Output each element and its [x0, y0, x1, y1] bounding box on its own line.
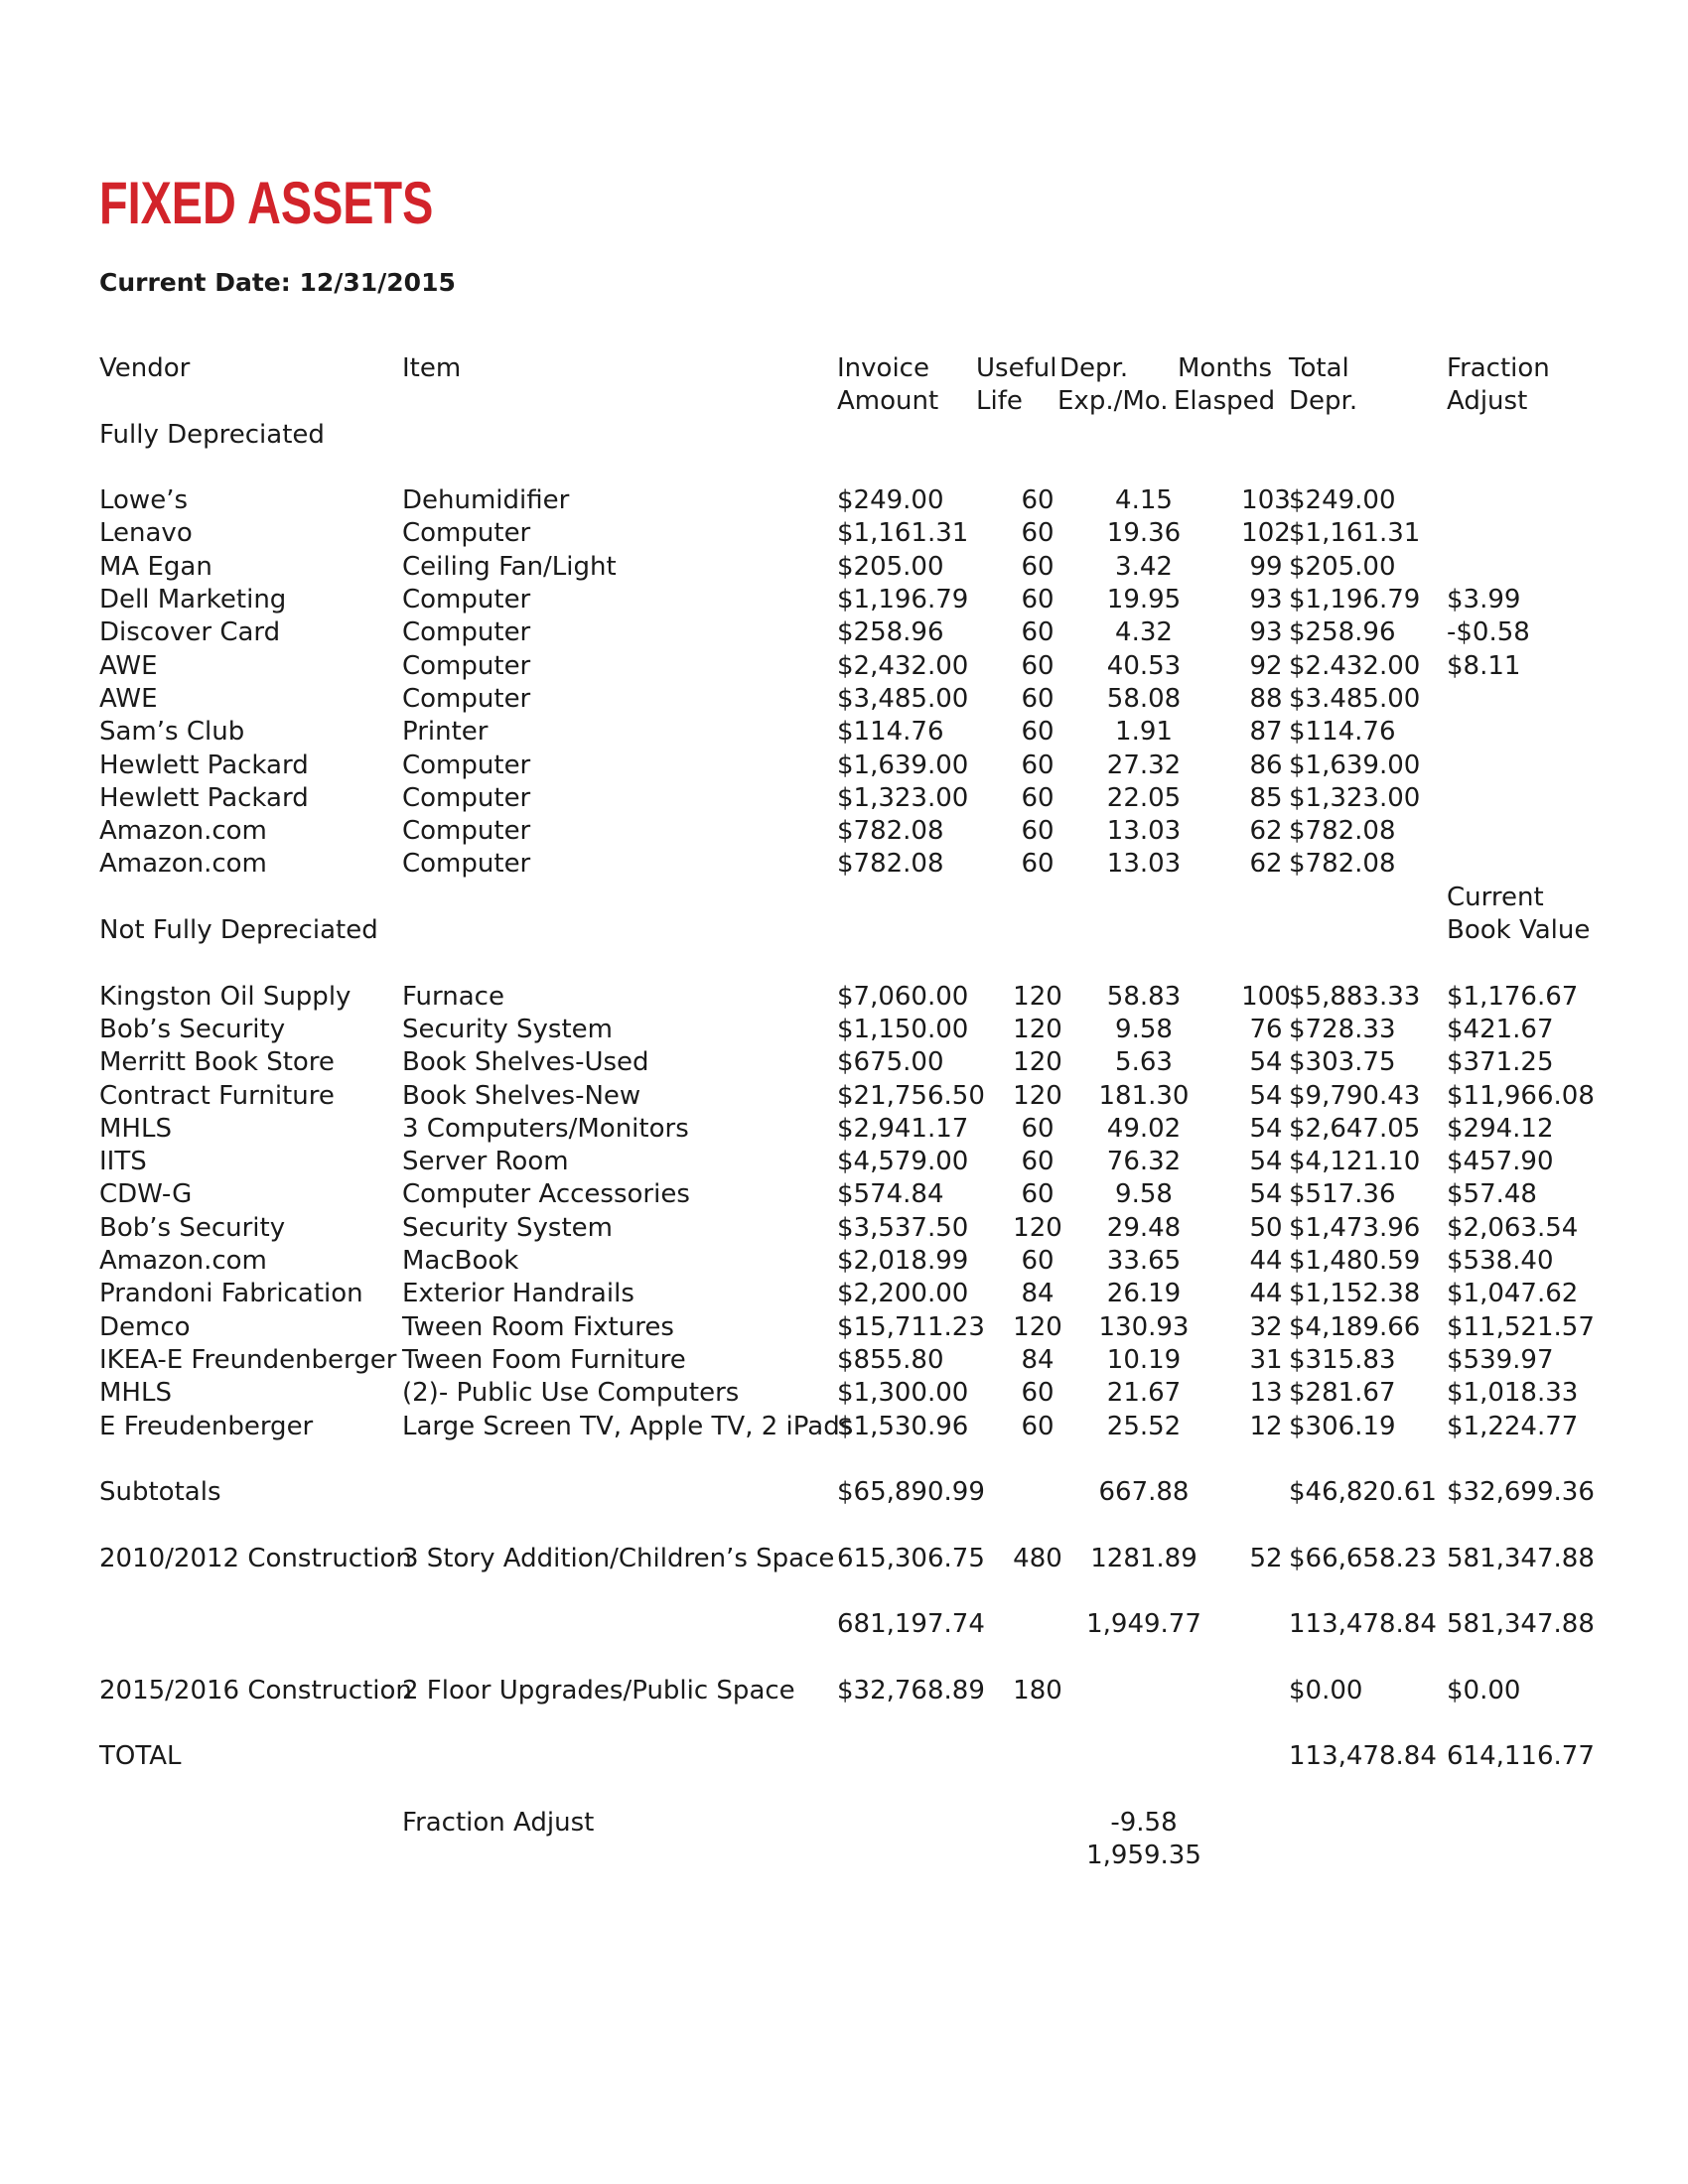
- cell-invoice: $1,150.00: [837, 1014, 969, 1044]
- section-fully-depreciated: Fully Depreciated: [99, 419, 325, 450]
- construction-2010-invoice: 615,306.75: [837, 1543, 985, 1573]
- cell-item: Computer: [402, 750, 531, 780]
- cell-total: $1,161.31: [1289, 518, 1421, 549]
- fixed-assets-table: [99, 352, 1609, 1873]
- cell-depr: 40.53: [1106, 650, 1182, 681]
- header-total: Total: [1289, 353, 1349, 383]
- cell-item: Security System: [402, 1014, 613, 1044]
- cell-vendor: Hewlett Packard: [99, 782, 309, 813]
- cell-item: Furnace: [402, 981, 504, 1012]
- header-book-value-1: Current: [1447, 882, 1544, 912]
- cell-depr: 22.05: [1106, 782, 1182, 813]
- table-row: [99, 1411, 1609, 1443]
- header-book-value-2: Book Value: [1447, 915, 1591, 946]
- cell-invoice: $7,060.00: [837, 981, 969, 1012]
- total-total: 113,478.84: [1289, 1741, 1437, 1772]
- table-row: [99, 1212, 1609, 1245]
- cell-total: $205.00: [1289, 551, 1396, 582]
- cell-depr: 4.15: [1115, 485, 1173, 516]
- spacer: [99, 1575, 1609, 1608]
- cell-vendor: MHLS: [99, 1113, 172, 1144]
- cell-item: Computer: [402, 617, 531, 648]
- cell-life: 60: [1021, 750, 1055, 780]
- construction-2010-total: $66,658.23: [1289, 1543, 1437, 1573]
- header-depr-2: Exp./Mo.: [1057, 386, 1169, 417]
- table-row: [99, 484, 1609, 517]
- table-row: [99, 848, 1609, 881]
- cell-depr: 13.03: [1106, 816, 1182, 847]
- cell-months: 54: [1249, 1080, 1283, 1111]
- cell-item: Server Room: [402, 1147, 569, 1177]
- cell-vendor: Hewlett Packard: [99, 750, 309, 780]
- cell-months: 85: [1249, 782, 1283, 813]
- fraction-adjust-label: Fraction Adjust: [402, 1808, 595, 1839]
- cell-life: 120: [1013, 1014, 1062, 1044]
- cell-item: Exterior Handrails: [402, 1279, 634, 1309]
- cell-vendor: Bob’s Security: [99, 1014, 286, 1044]
- cell-depr: 10.19: [1106, 1344, 1182, 1375]
- fraction-adjust-result-row: [99, 1840, 1609, 1872]
- cell-invoice: $3,537.50: [837, 1212, 969, 1243]
- table-row: [99, 1014, 1609, 1046]
- cell-depr: 3.42: [1115, 551, 1173, 582]
- cell-vendor: Amazon.com: [99, 1246, 267, 1277]
- cell-invoice: $21,756.50: [837, 1080, 985, 1111]
- header-fraction-2: Adjust: [1447, 386, 1528, 417]
- cell-invoice: $114.76: [837, 717, 944, 748]
- table-row: [99, 1278, 1609, 1310]
- cell-total: $315.83: [1289, 1344, 1396, 1375]
- cell-vendor: Sam’s Club: [99, 717, 245, 748]
- cell-life: 120: [1013, 1080, 1062, 1111]
- cell-life: 60: [1021, 1246, 1055, 1277]
- table-row: [99, 551, 1609, 584]
- header-row-2: [99, 385, 1609, 418]
- table-row: [99, 1080, 1609, 1113]
- cell-total: $9,790.43: [1289, 1080, 1421, 1111]
- header-months: Months: [1178, 353, 1273, 383]
- cell-invoice: $3,485.00: [837, 683, 969, 714]
- header-row: [99, 352, 1609, 385]
- cell-item: Printer: [402, 717, 489, 748]
- cell-months: 54: [1249, 1147, 1283, 1177]
- cell-life: 60: [1021, 1378, 1055, 1409]
- combined-total: 113,478.84: [1289, 1609, 1437, 1640]
- cell-depr: 19.95: [1106, 585, 1182, 615]
- cell-depr: 181.30: [1098, 1080, 1190, 1111]
- table-row: [99, 815, 1609, 848]
- cell-fraction: $421.67: [1447, 1014, 1554, 1044]
- subtotals-total: $46,820.61: [1289, 1477, 1437, 1508]
- cell-life: 120: [1013, 1311, 1062, 1342]
- cell-life: 84: [1021, 1344, 1055, 1375]
- table-row: [99, 584, 1609, 616]
- header-invoice-2: Amount: [837, 386, 939, 417]
- construction-2010-fraction: 581,347.88: [1447, 1543, 1595, 1573]
- cell-item: Computer Accessories: [402, 1179, 690, 1210]
- cell-item: Computer: [402, 849, 531, 880]
- cell-item: Tween Room Fixtures: [402, 1311, 674, 1342]
- cell-invoice: $2,200.00: [837, 1279, 969, 1309]
- cell-depr: 27.32: [1106, 750, 1182, 780]
- cell-fraction: $57.48: [1447, 1179, 1537, 1210]
- cell-item: Dehumidifier: [402, 485, 570, 516]
- cell-invoice: $2,941.17: [837, 1113, 969, 1144]
- table-row: [99, 981, 1609, 1014]
- cell-item: Tween Foom Furniture: [402, 1344, 686, 1375]
- combined-fraction: 581,347.88: [1447, 1609, 1595, 1640]
- table-row: [99, 750, 1609, 782]
- cell-life: 60: [1021, 1147, 1055, 1177]
- cell-invoice: $15,711.23: [837, 1311, 985, 1342]
- spacer: [99, 1707, 1609, 1740]
- cell-depr: 9.58: [1115, 1179, 1173, 1210]
- cell-months: 88: [1249, 683, 1283, 714]
- cell-depr: 76.32: [1106, 1147, 1182, 1177]
- cell-total: $4,189.66: [1289, 1311, 1421, 1342]
- spacer: [99, 1443, 1609, 1476]
- cell-total: $303.75: [1289, 1047, 1396, 1078]
- cell-life: 60: [1021, 650, 1055, 681]
- cell-depr: 33.65: [1106, 1246, 1182, 1277]
- cell-vendor: Amazon.com: [99, 849, 267, 880]
- table-row: [99, 1046, 1609, 1079]
- cell-total: $3.485.00: [1289, 683, 1421, 714]
- cell-vendor: Amazon.com: [99, 816, 267, 847]
- construction-2015-life: 180: [1013, 1675, 1062, 1706]
- cell-fraction: $1,018.33: [1447, 1378, 1579, 1409]
- cell-months: 93: [1249, 617, 1283, 648]
- cell-item: Computer: [402, 782, 531, 813]
- cell-life: 120: [1013, 1047, 1062, 1078]
- cell-vendor: Prandoni Fabrication: [99, 1279, 363, 1309]
- cell-months: 86: [1249, 750, 1283, 780]
- spacer: [99, 1774, 1609, 1807]
- header-depr: Depr.: [1059, 353, 1129, 383]
- cell-invoice: $1,639.00: [837, 750, 969, 780]
- table-row: [99, 1146, 1609, 1178]
- header-fraction: Fraction: [1447, 353, 1550, 383]
- cell-total: $114.76: [1289, 717, 1396, 748]
- cell-invoice: $782.08: [837, 849, 944, 880]
- construction-2010-depr: 1281.89: [1090, 1543, 1197, 1573]
- cell-fraction: $371.25: [1447, 1047, 1554, 1078]
- cell-months: 54: [1249, 1047, 1283, 1078]
- cell-vendor: CDW-G: [99, 1179, 193, 1210]
- subtotals-row: [99, 1476, 1609, 1509]
- table-row: [99, 616, 1609, 649]
- combined-depr: 1,949.77: [1086, 1609, 1201, 1640]
- cell-months: 54: [1249, 1179, 1283, 1210]
- cell-item: Computer: [402, 816, 531, 847]
- cell-total: $1,196.79: [1289, 585, 1421, 615]
- fully-depreciated-rows: [99, 484, 1609, 882]
- cell-months: 62: [1249, 849, 1283, 880]
- spacer: [99, 1642, 1609, 1675]
- cell-life: 60: [1021, 1411, 1055, 1441]
- cell-vendor: Merritt Book Store: [99, 1047, 335, 1078]
- cell-invoice: $855.80: [837, 1344, 944, 1375]
- cell-life: 60: [1021, 1113, 1055, 1144]
- cell-months: 32: [1249, 1311, 1283, 1342]
- cell-invoice: $4,579.00: [837, 1147, 969, 1177]
- cell-vendor: MA Egan: [99, 551, 212, 582]
- cell-months: 76: [1249, 1014, 1283, 1044]
- fraction-adjust-row: [99, 1807, 1609, 1840]
- cell-item: Computer: [402, 585, 531, 615]
- cell-fraction: $538.40: [1447, 1246, 1554, 1277]
- cell-fraction: $2,063.54: [1447, 1212, 1579, 1243]
- cell-item: (2)- Public Use Computers: [402, 1378, 740, 1409]
- cell-life: 60: [1021, 617, 1055, 648]
- cell-vendor: AWE: [99, 683, 158, 714]
- spacer: [99, 947, 1609, 980]
- cell-total: $1,323.00: [1289, 782, 1421, 813]
- construction-2010-item: 3 Story Addition/Children’s Space: [402, 1543, 835, 1573]
- cell-total: $4,121.10: [1289, 1147, 1421, 1177]
- table-row: [99, 517, 1609, 550]
- cell-invoice: $1,530.96: [837, 1411, 969, 1441]
- cell-invoice: $249.00: [837, 485, 944, 516]
- cell-months: 62: [1249, 816, 1283, 847]
- cell-total: $1,152.38: [1289, 1279, 1421, 1309]
- total-label: TOTAL: [99, 1741, 182, 1772]
- cell-total: $2,647.05: [1289, 1113, 1421, 1144]
- cell-months: 44: [1249, 1279, 1283, 1309]
- cell-vendor: MHLS: [99, 1378, 172, 1409]
- cell-life: 60: [1021, 1179, 1055, 1210]
- construction-2010-months: 52: [1249, 1543, 1283, 1573]
- subtotals-invoice: $65,890.99: [837, 1477, 985, 1508]
- total-row: [99, 1740, 1609, 1773]
- cell-total: $782.08: [1289, 849, 1396, 880]
- cell-invoice: $2,432.00: [837, 650, 969, 681]
- subtotals-depr: 667.88: [1098, 1477, 1190, 1508]
- header-vendor: Vendor: [99, 353, 191, 383]
- cell-months: 102: [1241, 518, 1291, 549]
- construction-2015-row: [99, 1675, 1609, 1707]
- cell-fraction: $3.99: [1447, 585, 1521, 615]
- cell-fraction: $1,047.62: [1447, 1279, 1579, 1309]
- cell-item: MacBook: [402, 1246, 519, 1277]
- fraction-adjust-value: -9.58: [1110, 1808, 1178, 1839]
- cell-life: 60: [1021, 849, 1055, 880]
- cell-life: 60: [1021, 683, 1055, 714]
- cell-depr: 58.08: [1106, 683, 1182, 714]
- section-row: [99, 419, 1609, 452]
- header-months-2: Elasped: [1174, 386, 1276, 417]
- cell-total: $2.432.00: [1289, 650, 1421, 681]
- cell-life: 120: [1013, 981, 1062, 1012]
- cell-invoice: $258.96: [837, 617, 944, 648]
- construction-2015-total: $0.00: [1289, 1675, 1363, 1706]
- cell-depr: 1.91: [1115, 717, 1173, 748]
- cell-months: 50: [1249, 1212, 1283, 1243]
- cell-fraction: $457.90: [1447, 1147, 1554, 1177]
- table-row: [99, 1344, 1609, 1377]
- cell-depr: 19.36: [1106, 518, 1182, 549]
- table-row: [99, 683, 1609, 716]
- table-row: [99, 1377, 1609, 1410]
- header-item: Item: [402, 353, 462, 383]
- cell-vendor: E Freudenberger: [99, 1411, 314, 1441]
- spacer: [99, 1509, 1609, 1542]
- cell-life: 60: [1021, 816, 1055, 847]
- cell-item: Large Screen TV, Apple TV, 2 iPads: [402, 1411, 854, 1441]
- cell-life: 60: [1021, 551, 1055, 582]
- cell-total: $306.19: [1289, 1411, 1396, 1441]
- cell-life: 84: [1021, 1279, 1055, 1309]
- cell-invoice: $675.00: [837, 1047, 944, 1078]
- cell-depr: 21.67: [1106, 1378, 1182, 1409]
- cell-invoice: $782.08: [837, 816, 944, 847]
- cell-depr: 25.52: [1106, 1411, 1182, 1441]
- cell-months: 54: [1249, 1113, 1283, 1144]
- cell-life: 60: [1021, 485, 1055, 516]
- cell-months: 92: [1249, 650, 1283, 681]
- combined-invoice: 681,197.74: [837, 1609, 985, 1640]
- cell-invoice: $1,196.79: [837, 585, 969, 615]
- construction-2015-invoice: $32,768.89: [837, 1675, 985, 1706]
- cell-item: Computer: [402, 518, 531, 549]
- cell-depr: 13.03: [1106, 849, 1182, 880]
- cell-item: 3 Computers/Monitors: [402, 1113, 689, 1144]
- cell-life: 120: [1013, 1212, 1062, 1243]
- cell-vendor: Dell Marketing: [99, 585, 287, 615]
- cell-item: Computer: [402, 650, 531, 681]
- cell-months: 44: [1249, 1246, 1283, 1277]
- table-row: [99, 650, 1609, 683]
- cell-depr: 4.32: [1115, 617, 1173, 648]
- cell-item: Book Shelves-New: [402, 1080, 641, 1111]
- construction-2015-item: 2 Floor Upgrades/Public Space: [402, 1675, 795, 1706]
- cell-months: 13: [1249, 1378, 1283, 1409]
- cell-vendor: Discover Card: [99, 617, 281, 648]
- cell-vendor: AWE: [99, 650, 158, 681]
- cell-depr: 58.83: [1106, 981, 1182, 1012]
- cell-depr: 29.48: [1106, 1212, 1182, 1243]
- cell-months: 87: [1249, 717, 1283, 748]
- current-date: Current Date: 12/31/2015: [99, 268, 456, 297]
- table-row: [99, 716, 1609, 749]
- cell-item: Book Shelves-Used: [402, 1047, 649, 1078]
- cell-months: 93: [1249, 585, 1283, 615]
- cell-vendor: IKEA-E Freundenberger: [99, 1344, 397, 1375]
- cell-months: 100: [1241, 981, 1291, 1012]
- section-row: [99, 914, 1609, 947]
- table-row: [99, 1311, 1609, 1344]
- header-life-2: Life: [976, 386, 1023, 417]
- table-row: [99, 1178, 1609, 1211]
- header-total-2: Depr.: [1289, 386, 1358, 417]
- combined-row: [99, 1608, 1609, 1641]
- cell-fraction: $1,176.67: [1447, 981, 1579, 1012]
- cell-depr: 9.58: [1115, 1014, 1173, 1044]
- cell-invoice: $1,323.00: [837, 782, 969, 813]
- spacer: [99, 452, 1609, 484]
- cell-total: $1,639.00: [1289, 750, 1421, 780]
- cell-depr: 130.93: [1098, 1311, 1190, 1342]
- cell-months: 103: [1241, 485, 1291, 516]
- cell-fraction: $294.12: [1447, 1113, 1554, 1144]
- table-row: [99, 1113, 1609, 1146]
- cell-invoice: $574.84: [837, 1179, 944, 1210]
- cell-invoice: $2,018.99: [837, 1246, 969, 1277]
- cell-depr: 5.63: [1115, 1047, 1173, 1078]
- cell-life: 60: [1021, 518, 1055, 549]
- cell-total: $1,473.96: [1289, 1212, 1421, 1243]
- cell-depr: 49.02: [1106, 1113, 1182, 1144]
- cell-vendor: Bob’s Security: [99, 1212, 286, 1243]
- cell-fraction: $11,521.57: [1447, 1311, 1595, 1342]
- cell-total: $1,480.59: [1289, 1246, 1421, 1277]
- cell-months: 12: [1249, 1411, 1283, 1441]
- cell-fraction: $539.97: [1447, 1344, 1554, 1375]
- cell-life: 60: [1021, 717, 1055, 748]
- construction-2015-vendor: 2015/2016 Construction: [99, 1675, 412, 1706]
- cell-life: 60: [1021, 585, 1055, 615]
- construction-2010-vendor: 2010/2012 Construction: [99, 1543, 412, 1573]
- cell-vendor: Lowe’s: [99, 485, 189, 516]
- cell-fraction: -$0.58: [1447, 617, 1530, 648]
- cell-months: 99: [1249, 551, 1283, 582]
- cell-vendor: Lenavo: [99, 518, 193, 549]
- table-row: [99, 782, 1609, 815]
- header-invoice: Invoice: [837, 353, 929, 383]
- cell-item: Security System: [402, 1212, 613, 1243]
- cell-total: $249.00: [1289, 485, 1396, 516]
- construction-2010-life: 480: [1013, 1543, 1062, 1573]
- cell-total: $281.67: [1289, 1378, 1396, 1409]
- cell-invoice: $1,161.31: [837, 518, 969, 549]
- construction-2010-row: [99, 1543, 1609, 1575]
- cell-vendor: IITS: [99, 1147, 147, 1177]
- cell-invoice: $205.00: [837, 551, 944, 582]
- table-row: [99, 1245, 1609, 1278]
- cell-invoice: $1,300.00: [837, 1378, 969, 1409]
- cell-fraction: $8.11: [1447, 650, 1521, 681]
- page-title: FIXED ASSETS: [99, 170, 434, 236]
- cell-vendor: Demco: [99, 1311, 191, 1342]
- subtotals-fraction: $32,699.36: [1447, 1477, 1595, 1508]
- cell-total: $5,883.33: [1289, 981, 1421, 1012]
- cell-life: 60: [1021, 782, 1055, 813]
- cell-vendor: Contract Furniture: [99, 1080, 335, 1111]
- cell-total: $728.33: [1289, 1014, 1396, 1044]
- cell-fraction: $11,966.08: [1447, 1080, 1595, 1111]
- cell-vendor: Kingston Oil Supply: [99, 981, 352, 1012]
- subtotals-label: Subtotals: [99, 1477, 221, 1508]
- total-fraction: 614,116.77: [1447, 1741, 1595, 1772]
- cell-depr: 26.19: [1106, 1279, 1182, 1309]
- cell-total: $258.96: [1289, 617, 1396, 648]
- cell-item: Computer: [402, 683, 531, 714]
- cell-total: $517.36: [1289, 1179, 1396, 1210]
- construction-2015-fraction: $0.00: [1447, 1675, 1521, 1706]
- cell-item: Ceiling Fan/Light: [402, 551, 617, 582]
- cell-total: $782.08: [1289, 816, 1396, 847]
- section-not-fully-depreciated: Not Fully Depreciated: [99, 915, 378, 946]
- section-row: [99, 882, 1609, 914]
- not-fully-depreciated-rows: [99, 981, 1609, 1443]
- cell-months: 31: [1249, 1344, 1283, 1375]
- header-life: Useful: [976, 353, 1057, 383]
- fraction-adjust-result: 1,959.35: [1086, 1841, 1201, 1871]
- cell-fraction: $1,224.77: [1447, 1411, 1579, 1441]
